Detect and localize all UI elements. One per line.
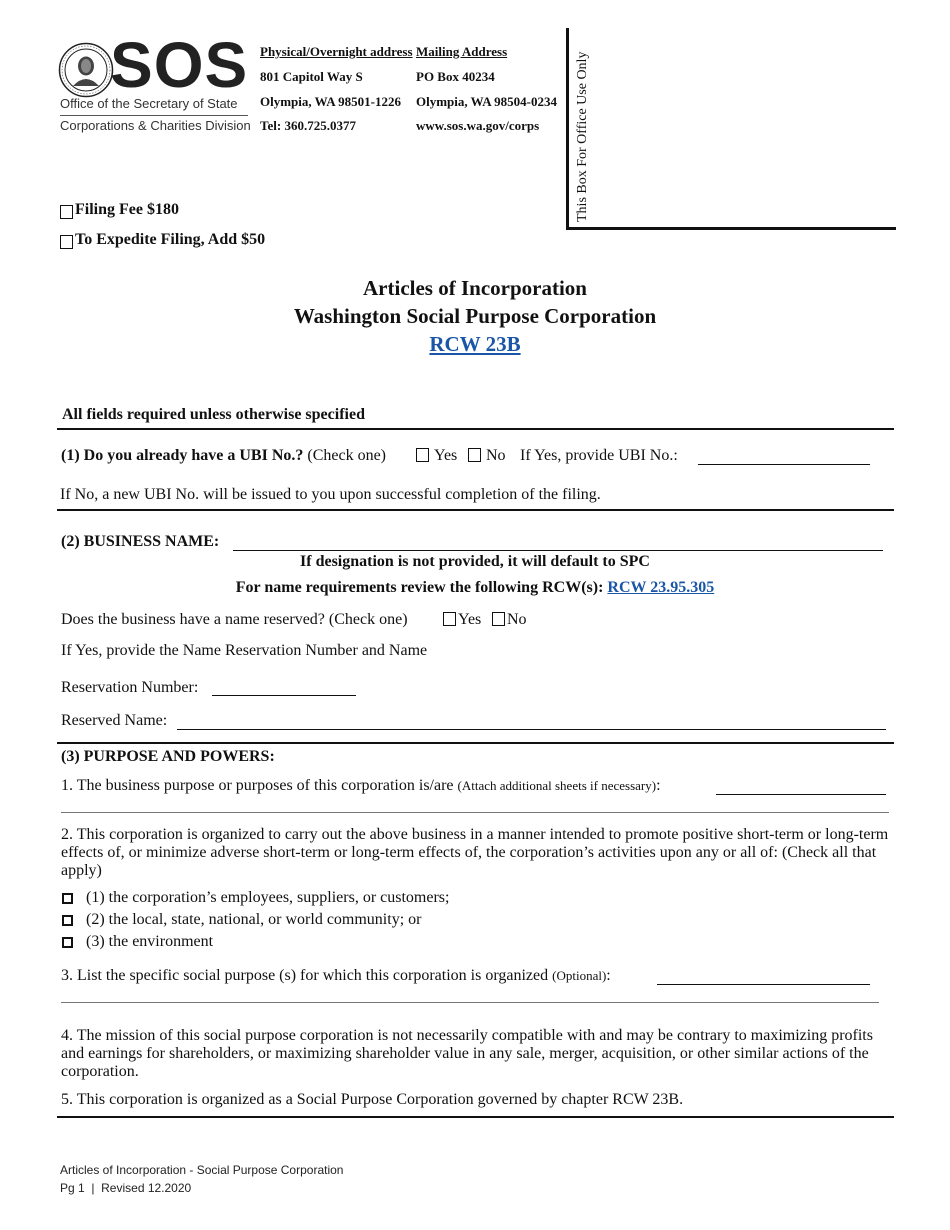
- reservation-number-field[interactable]: [212, 695, 356, 696]
- filing-fee-label: Filing Fee $180: [75, 201, 179, 218]
- option1-checkbox[interactable]: [62, 893, 73, 904]
- logo-letters: SOS: [110, 29, 249, 101]
- item1-row: [61, 777, 661, 795]
- ubi-note: If No, a new UBI No. will be issued to you upon successful completion of the filing.: [60, 486, 601, 503]
- expedite-label: To Expedite Filing, Add $50: [75, 231, 266, 248]
- rcw-link[interactable]: [0, 332, 950, 356]
- logo-divider: [60, 115, 248, 116]
- ubi-number-field[interactable]: [698, 464, 870, 465]
- section-divider: [57, 1116, 894, 1118]
- social-purpose-field[interactable]: [657, 984, 870, 985]
- website[interactable]: www.sos.wa.gov/corps: [416, 118, 540, 133]
- footer-title: Articles of Incorporation - Social Purpose Corporation: [60, 1163, 344, 1177]
- name-reserved-no-label: No: [507, 611, 527, 628]
- item4-text: 4. The mission of this social purpose corporation is not necessarily compatible with and may be contrary to maximizing profits and earnings for shareholders, or maximizing shareholder value in any sale, merger, acquisition, or other similar actions of the corporation.: [61, 1027, 873, 1080]
- reserved-name-label: Reserved Name:: [61, 712, 168, 729]
- option3-checkbox[interactable]: [62, 937, 73, 948]
- item3-text: 3. List the specific social purpose (s) for which this corporation is organized: [61, 967, 549, 984]
- office-use-label: This Box For Office Use Only: [575, 51, 590, 222]
- rcw-23b-link[interactable]: RCW 23B: [429, 332, 521, 356]
- required-note: All fields required unless otherwise specified: [62, 406, 365, 423]
- ubi-check-one: (Check one): [307, 447, 387, 464]
- phone-number: Tel: 360.725.0377: [260, 118, 356, 133]
- item3-colon: :: [606, 967, 611, 984]
- office-name: Office of the Secretary of State: [60, 96, 238, 111]
- name-reserved-yes-checkbox[interactable]: [443, 612, 456, 626]
- item1-text: 1. The business purpose or purposes of this corporation is/are: [61, 777, 454, 794]
- name-reserved-no-checkbox[interactable]: [492, 612, 505, 626]
- reserved-name-field[interactable]: [177, 729, 886, 730]
- office-use-box: [566, 28, 896, 230]
- item1-purpose-field[interactable]: [716, 794, 886, 795]
- item3-note: (Optional): [552, 968, 607, 983]
- section-divider: [57, 428, 894, 430]
- filing-fee-checkbox[interactable]: [60, 205, 73, 219]
- name-requirements-row: [0, 579, 950, 597]
- ubi-question-row: [61, 447, 386, 465]
- footer-page-info: Pg 1 | Revised 12.2020: [60, 1181, 192, 1195]
- form-title: Articles of Incorporation: [363, 276, 587, 300]
- reservation-instruction: If Yes, provide the Name Reservation Number and Name: [61, 642, 428, 659]
- option2-label: (2) the local, state, national, or world community; or: [86, 911, 422, 928]
- purpose-powers-label: (3) PURPOSE AND POWERS:: [61, 748, 275, 765]
- physical-address-line1: 801 Capitol Way S: [260, 69, 363, 84]
- ubi-no-label: No: [486, 447, 506, 464]
- reservation-number-label: Reservation Number:: [61, 679, 199, 696]
- item1-note: (Attach additional sheets if necessary): [457, 778, 657, 793]
- item1-purpose-field-continued[interactable]: [61, 812, 889, 813]
- ubi-provide-label: If Yes, provide UBI No.:: [520, 447, 678, 464]
- name-reserved-yes-label: Yes: [458, 611, 482, 628]
- section-divider: [57, 509, 894, 511]
- mailing-address-line1: PO Box 40234: [416, 69, 495, 84]
- business-name-field[interactable]: [233, 550, 883, 551]
- name-requirements-text: For name requirements review the following RCW(s):: [235, 579, 604, 596]
- designation-default-note: If designation is not provided, it will default to SPC: [300, 553, 650, 570]
- option3-label: (3) the environment: [86, 933, 214, 950]
- option1-label: (1) the corporation’s employees, suppliers, or customers;: [86, 889, 450, 906]
- business-name-label: (2) BUSINESS NAME:: [61, 533, 220, 550]
- section-divider: [57, 742, 894, 744]
- item5-text: 5. This corporation is organized as a Social Purpose Corporation governed by chapter RCW 23B.: [61, 1091, 684, 1108]
- option2-checkbox[interactable]: [62, 915, 73, 926]
- social-purpose-field-continued[interactable]: [61, 1002, 879, 1003]
- state-seal-icon: [58, 42, 114, 98]
- ubi-no-checkbox[interactable]: [468, 448, 481, 462]
- item2-text: 2. This corporation is organized to carry out the above business in a manner intended to promote positive short-term or long-term effects of, or minimize adverse short-term or long-term effects of, the corporation’s activities upon any or all of: (Check all that apply): [61, 826, 889, 879]
- division-name: Corporations & Charities Division: [60, 118, 251, 133]
- form-subtitle: Washington Social Purpose Corporation: [293, 304, 657, 328]
- mailing-address-line2: Olympia, WA 98504-0234: [416, 94, 557, 109]
- item3-row: [61, 967, 611, 985]
- ubi-yes-checkbox[interactable]: [416, 448, 429, 462]
- physical-address-heading: Physical/Overnight address: [260, 44, 413, 59]
- name-reserved-question: Does the business have a name reserved? (Check one): [61, 611, 408, 628]
- ubi-question: (1) Do you already have a UBI No.?: [61, 447, 304, 464]
- physical-address-line2: Olympia, WA 98501-1226: [260, 94, 401, 109]
- rcw-23-95-305-link[interactable]: RCW 23.95.305: [607, 579, 715, 596]
- ubi-yes-label: Yes: [434, 447, 458, 464]
- item1-colon: :: [656, 777, 661, 794]
- mailing-address-heading: Mailing Address: [416, 44, 508, 59]
- expedite-checkbox[interactable]: [60, 235, 73, 249]
- sos-logo: [58, 29, 253, 136]
